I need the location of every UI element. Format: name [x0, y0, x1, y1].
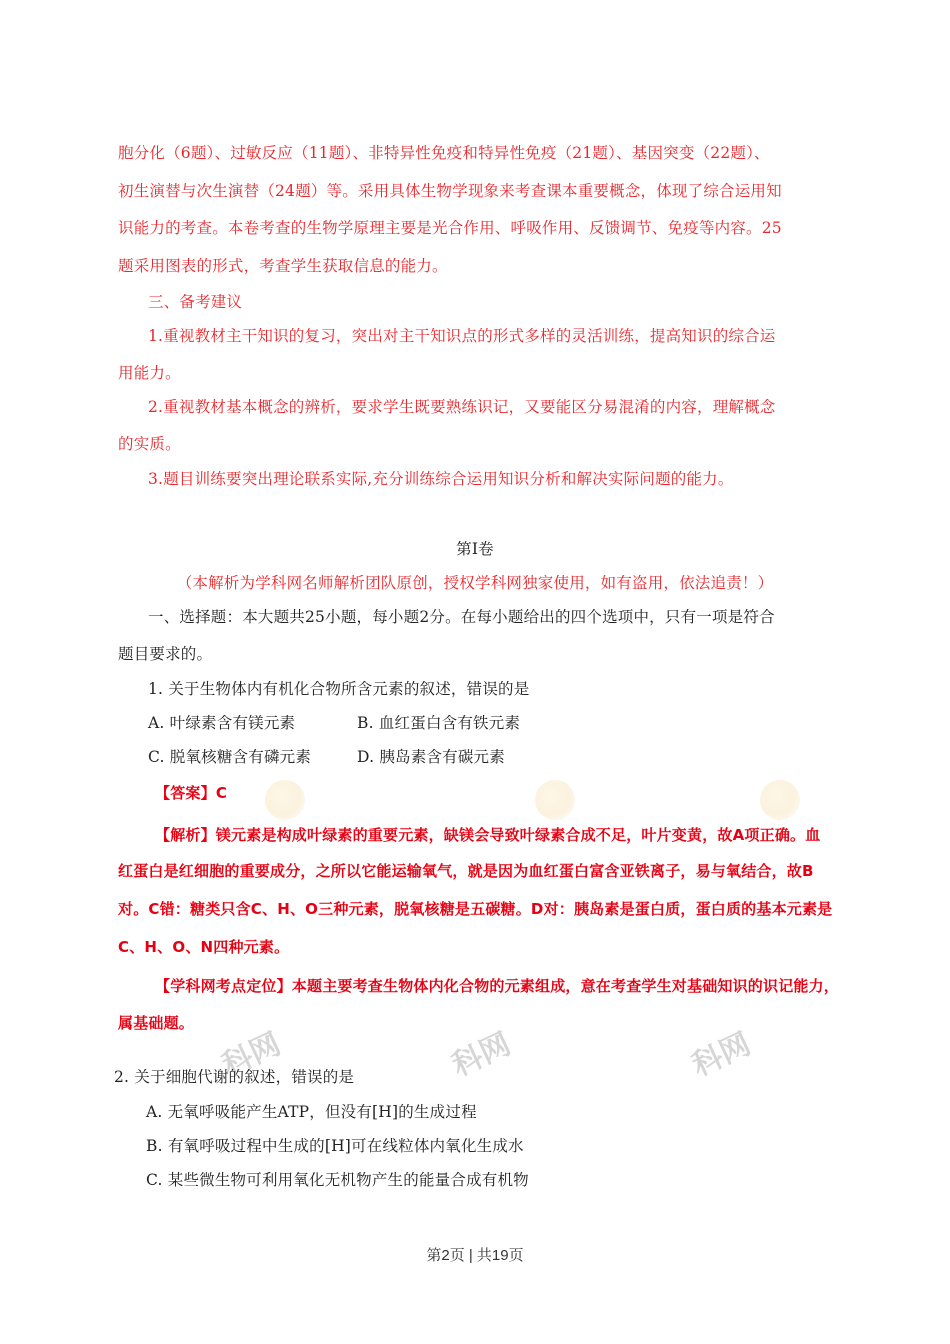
key-point-line: 【学科网考点定位】本题主要考查生物体内化合物的元素组成，意在考查学生对基础知识的识记能力， — [155, 977, 840, 995]
analysis-line: 【解析】镁元素是构成叶绿素的重要元素，缺镁会导致叶绿素合成不足，叶片变黄，故A项正确。血 — [155, 826, 821, 844]
answer-label: 【答案】 — [155, 784, 216, 802]
section-instructions: 一、选择题：本大题共25小题，每小题2分。在每小题给出的四个选项中，只有一项是符合 — [148, 608, 775, 626]
volume-title: 第I卷 — [456, 540, 494, 558]
watermark-logo-icon — [535, 780, 575, 820]
option-b: B. 血红蛋白含有铁元素 — [357, 714, 521, 732]
page-footer: 第2页 | 共19页 — [426, 1247, 524, 1264]
intro-paragraph-line: 题采用图表的形式，考查学生获取信息的能力。 — [118, 257, 448, 275]
key-point-line: 属基础题。 — [118, 1014, 195, 1032]
section-heading-suggestions: 三、备考建议 — [148, 293, 243, 311]
watermark-text-icon: 科网 — [446, 1026, 517, 1084]
option-a: A. 无氧呼吸能产生ATP，但没有[H]的生成过程 — [146, 1103, 477, 1121]
suggestion-item-continuation: 用能力。 — [118, 364, 181, 382]
intro-paragraph-line: 胞分化（6题）、过敏反应（11题）、非特异性免疫和特异性免疫（21题）、基因突变（22题）、 — [118, 144, 770, 162]
option-c: C. 某些微生物可利用氧化无机物产生的能量合成有机物 — [146, 1171, 529, 1189]
watermark-logo-icon — [265, 780, 305, 820]
analysis-line: 红蛋白是红细胞的重要成分，之所以它能运输氧气，就是因为血红蛋白富含亚铁离子，易与氧结合，故B — [118, 862, 814, 880]
suggestion-item: 2.重视教材基本概念的辨析，要求学生既要熟练识记，又要能区分易混淆的内容，理解概念 — [148, 398, 776, 416]
option-d: D. 胰岛素含有碳元素 — [357, 748, 505, 766]
question-stem: 1. 关于生物体内有机化合物所含元素的叙述，错误的是 — [148, 680, 530, 698]
suggestion-item: 1.重视教材主干知识的复习，突出对主干知识点的形式多样的灵活训练，提高知识的综合运 — [148, 327, 776, 345]
copyright-notice: （本解析为学科网名师解析团队原创，授权学科网独家使用，如有盗用，依法追责！） — [176, 574, 774, 592]
watermark-text-icon: 科网 — [686, 1026, 757, 1084]
option-b: B. 有氧呼吸过程中生成的[H]可在线粒体内氧化生成水 — [146, 1137, 524, 1155]
suggestion-item: 3.题目训练要突出理论联系实际,充分训练综合运用知识分析和解决实际问题的能力。 — [148, 470, 734, 488]
intro-paragraph-line: 初生演替与次生演替（24题）等。采用具体生物学现象来考查课本重要概念，体现了综合运用知 — [118, 182, 782, 200]
question-stem: 2. 关于细胞代谢的叙述，错误的是 — [114, 1068, 355, 1086]
section-instructions-continuation: 题目要求的。 — [118, 645, 213, 663]
answer-line — [155, 783, 227, 803]
watermark-text-icon: 科网 — [216, 1026, 287, 1084]
intro-paragraph-line: 识能力的考查。本卷考查的生物学原理主要是光合作用、呼吸作用、反馈调节、免疫等内容。25 — [118, 219, 782, 237]
option-a: A. 叶绿素含有镁元素 — [148, 714, 296, 732]
option-c: C. 脱氧核糖含有磷元素 — [148, 748, 312, 766]
watermark-logo-icon — [760, 780, 800, 820]
analysis-line: C、H、O、N四种元素。 — [118, 938, 290, 956]
analysis-line: 对。C错：糖类只含C、H、O三种元素，脱氧核糖是五碳糖。D对：胰岛素是蛋白质，蛋白质的基本元素是 — [118, 900, 833, 918]
answer-value: C — [215, 784, 228, 802]
suggestion-item-continuation: 的实质。 — [118, 435, 181, 453]
